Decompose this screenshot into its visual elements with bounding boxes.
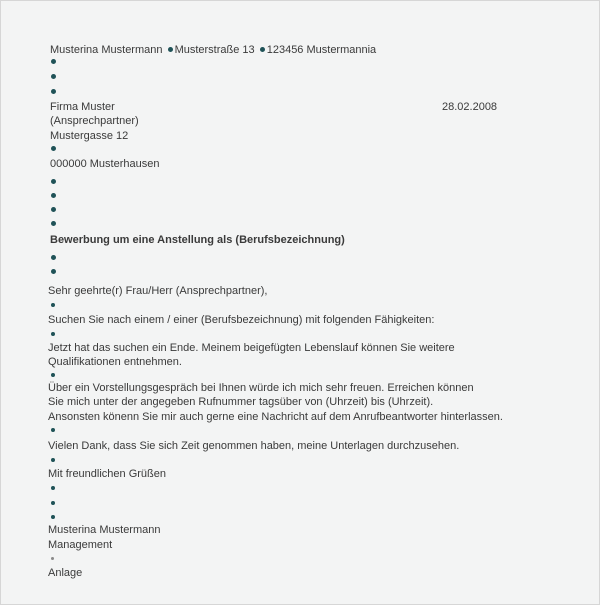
paragraph-4-line-1: Vielen Dank, dass Sie sich Zeit genommen haben, meine Unterlagen durchzusehen.: [48, 440, 460, 452]
sender-name: Musterina Mustermann: [50, 44, 163, 56]
sender-line: [50, 44, 376, 57]
sender-street: Musterstraße 13: [174, 44, 255, 56]
paragraph-3-line-2: Sie mich unter der angegeben Rufnummer tagsüber von (Uhrzeit) bis (Uhrzeit).: [48, 396, 434, 408]
recipient-contact: (Ansprechpartner): [50, 115, 139, 127]
paragraph-2-line-1: Jetzt hat das suchen ein Ende. Meinem beigefügten Lebenslauf können Sie weitere: [48, 342, 455, 354]
recipient-city: 000000 Musterhausen: [50, 158, 160, 170]
signature-name: Musterina Mustermann: [48, 524, 161, 536]
letter-date: 28.02.2008: [442, 101, 498, 113]
bullet-icon: [51, 486, 55, 490]
closing: Mit freundlichen Grüßen: [48, 468, 166, 480]
enclosure: Anlage: [48, 567, 83, 579]
bullet-icon: [51, 269, 56, 274]
bullet-icon: [51, 59, 56, 64]
bullet-icon: [51, 557, 54, 560]
paragraph-3-line-3: Ansonsten könenn Sie mir auch gerne eine Nachricht auf dem Anrufbeantworter hinterlassen.: [48, 411, 503, 423]
bullet-icon: [51, 303, 55, 307]
recipient-company: Firma Muster: [50, 101, 115, 113]
paragraph-1-line-1: Suchen Sie nach einem / einer (Berufsbezeichnung) mit folgenden Fähigkeiten:: [48, 314, 435, 326]
signature-title: Management: [48, 539, 113, 551]
bullet-icon: [51, 179, 56, 184]
paragraph-3-line-1: Über ein Vorstellungsgespräch bei Ihnen würde ich mich sehr freuen. Erreichen können: [48, 382, 474, 394]
bullet-icon: [51, 255, 56, 260]
bullet-icon: [51, 74, 56, 79]
salutation: Sehr geehrte(r) Frau/Herr (Ansprechpartner),: [48, 285, 268, 297]
bullet-icon: [51, 373, 55, 377]
bullet-icon: [51, 428, 55, 432]
bullet-icon: [51, 221, 56, 226]
subject-line: Bewerbung um eine Anstellung als (Berufsbezeichnung): [50, 234, 345, 246]
bullet-icon: [51, 89, 56, 94]
recipient-street: Mustergasse 12: [50, 130, 129, 142]
bullet-icon: [51, 207, 56, 212]
bullet-icon: [168, 47, 173, 52]
sender-city: 123456 Mustermannia: [266, 44, 377, 56]
bullet-icon: [51, 515, 55, 519]
bullet-icon: [260, 47, 265, 52]
bullet-icon: [51, 501, 55, 505]
bullet-icon: [51, 332, 55, 336]
bullet-icon: [51, 458, 55, 462]
bullet-icon: [51, 146, 56, 151]
bullet-icon: [51, 193, 56, 198]
paragraph-2-line-2: Qualifikationen entnehmen.: [48, 356, 182, 368]
